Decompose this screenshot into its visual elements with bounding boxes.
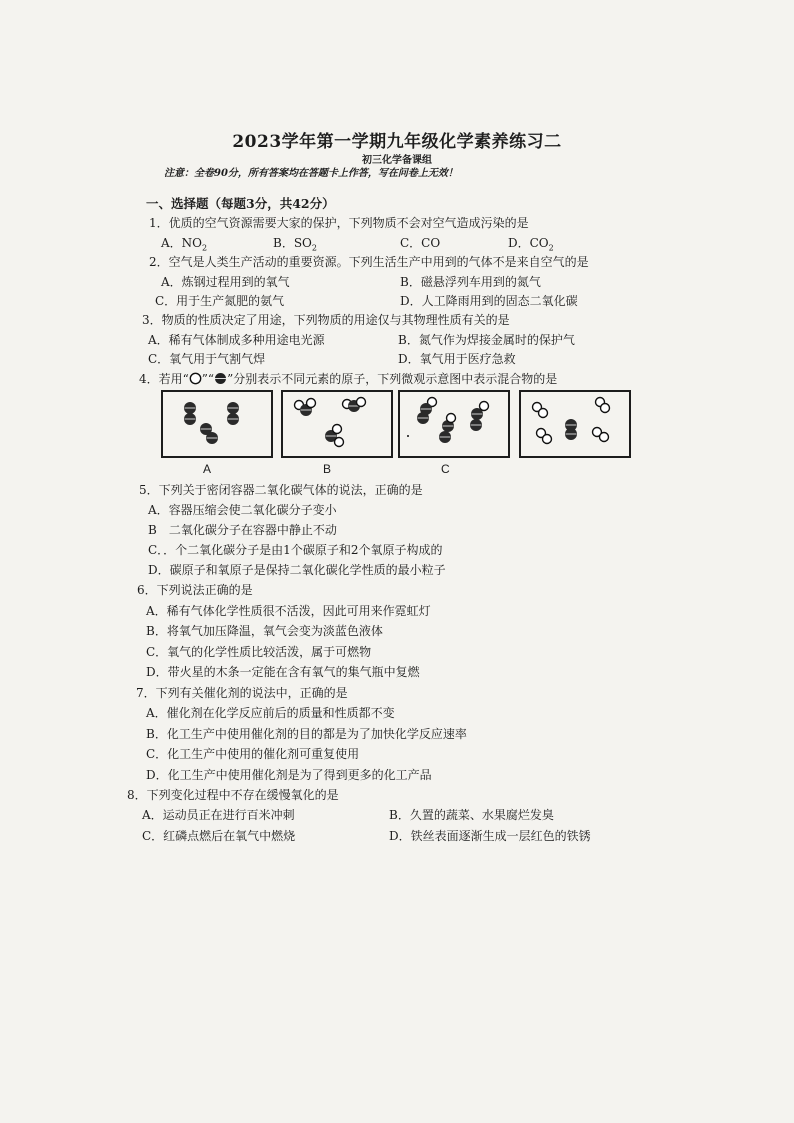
question-1-stem: 1．优质的空气资源需要大家的保护，下列物质不会对空气造成污染的是: [149, 216, 529, 230]
question-2-option-c: C．用于生产氮肥的氨气: [155, 294, 285, 308]
question-5-option-b: B 二氧化碳分子在容器中静止不动: [148, 523, 337, 537]
question-7-option-d: D．化工生产中使用催化剂是为了得到更多的化工产品: [146, 768, 432, 782]
diagram-label-a: A: [203, 462, 212, 476]
question-3-option-d: D．氧气用于医疗急救: [398, 352, 516, 366]
question-7-option-c: C．化工生产中使用的催化剂可重复使用: [146, 747, 360, 761]
diagram-a-molecules: [163, 392, 271, 456]
question-7-option-a: A．催化剂在化学反应前后的质量和性质都不变: [146, 706, 395, 720]
question-1-option-b: B．$SO_2$: [273, 236, 317, 253]
question-6-option-a: A．稀有气体化学性质很不活泼，因此可用来作霓虹灯: [146, 604, 431, 618]
question-8-option-b: B．久置的蔬菜、水果腐烂发臭: [389, 808, 554, 822]
question-6-option-d: D．带火星的木条一定能在含有氧气的集气瓶中复燃: [146, 665, 420, 679]
question-8-stem: 8．下列变化过程中不存在缓慢氧化的是: [127, 788, 339, 802]
diagram-label-c: C: [441, 462, 450, 476]
question-1-option-a: A．$NO_2$: [161, 236, 208, 253]
question-8-option-c: C．红磷点燃后在氧气中燃烧: [142, 829, 296, 843]
question-5-stem: 5．下列关于密闭容器二氧化碳气体的说法，正确的是: [139, 483, 423, 497]
question-2-option-d: D．人工降雨用到的固态二氧化碳: [400, 294, 578, 308]
question-3-option-b: B．氮气作为焊接金属时的保护气: [398, 333, 575, 347]
question-3-stem: 3．物质的性质决定了用途，下列物质的用途仅与其物理性质有关的是: [142, 313, 510, 327]
diagram-d: [519, 390, 631, 458]
question-6-option-c: C．氧气的化学性质比较活泼，属于可燃物: [146, 645, 372, 659]
question-5-option-a: A．容器压缩会使二氧化碳分子变小: [148, 503, 337, 517]
question-6-stem: 6．下列说法正确的是: [137, 583, 253, 597]
diagram-b-molecules: [283, 392, 391, 456]
diagram-d-molecules: [521, 392, 629, 456]
diagram-a: [161, 390, 273, 458]
diagram-b: [281, 390, 393, 458]
diagram-c-molecules: [400, 392, 508, 456]
exam-notice: 注意：全卷90分，所有答案均在答题卡上作答，写在问卷上无效！: [164, 168, 458, 179]
question-4-stem: 4．若用“ ”“ ”分别表示不同元素的原子，下列微观示意图中表示混合物的是: [139, 372, 558, 386]
section-heading: 一、选择题（每题3分，共42分）: [146, 196, 335, 211]
page-subtitle: 初三化学备课组: [362, 155, 432, 166]
page-title: 2023学年第一学期九年级化学素养练习二: [232, 132, 562, 152]
question-6-option-b: B．将氧气加压降温，氧气会变为淡蓝色液体: [146, 624, 383, 638]
diagram-label-b: B: [323, 462, 332, 476]
question-2-option-b: B．磁悬浮列车用到的氮气: [400, 275, 541, 289]
question-8-option-d: D．铁丝表面逐渐生成一层红色的铁锈: [389, 829, 591, 843]
black-atom-icon: [214, 372, 227, 385]
diagram-c: [398, 390, 510, 458]
question-2-stem: 2．空气是人类生产活动的重要资源。下列生活生产中用到的气体不是来自空气的是: [149, 255, 589, 269]
question-5-option-c: C．．个二氧化碳分子是由1个碳原子和2个氧原子构成的: [148, 543, 443, 557]
question-3-option-c: C．氧气用于气割气焊: [148, 352, 266, 366]
question-3-option-a: A．稀有气体制成多种用途电光源: [148, 333, 325, 347]
question-1-option-d: D．$CO_2$: [508, 236, 554, 253]
question-2-option-a: A．炼钢过程用到的氧气: [161, 275, 290, 289]
question-7-stem: 7．下列有关催化剂的说法中，正确的是: [136, 686, 348, 700]
question-5-option-d: D．碳原子和氧原子是保持二氧化碳化学性质的最小粒子: [148, 563, 446, 577]
white-atom-icon: [189, 372, 202, 385]
question-8-option-a: A．运动员正在进行百米冲刺: [142, 808, 295, 822]
question-7-option-b: B．化工生产中使用催化剂的目的都是为了加快化学反应速率: [146, 727, 467, 741]
question-1-option-c: C．CO: [400, 236, 441, 250]
